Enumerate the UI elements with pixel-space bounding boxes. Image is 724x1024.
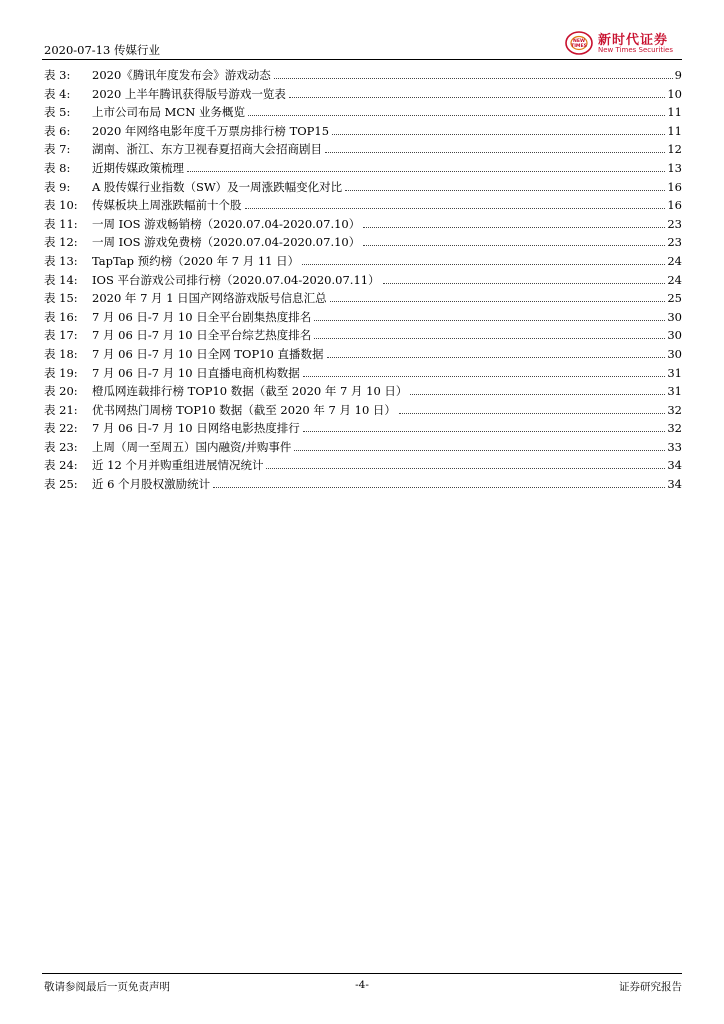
- toc-entry[interactable]: [44, 234, 682, 253]
- toc-entry-page: 34: [667, 477, 682, 492]
- toc-entry[interactable]: [44, 272, 682, 291]
- table-of-tables: [44, 67, 682, 495]
- toc-entry-label: 表 23:: [44, 439, 78, 454]
- toc-entry-label: 表 9:: [44, 179, 71, 194]
- footer-report-type: 证券研究报告: [619, 981, 682, 993]
- toc-entry[interactable]: [44, 197, 682, 216]
- toc-entry-title: A 股传媒行业指数（SW）及一周涨跌幅变化对比: [92, 179, 343, 194]
- toc-entry[interactable]: [44, 216, 682, 235]
- toc-entry-page: 33: [667, 439, 682, 454]
- toc-entry[interactable]: [44, 476, 682, 495]
- toc-entry-label: 表 24:: [44, 458, 78, 473]
- toc-entry-title: 7 月 06 日-7 月 10 日全平台剧集热度排名: [92, 309, 312, 324]
- toc-entry-leader: [303, 431, 666, 432]
- toc-entry-leader: [187, 171, 665, 172]
- toc-entry-page: 9: [674, 68, 682, 82]
- toc-entry-label: 表 13:: [44, 253, 78, 268]
- toc-entry[interactable]: [44, 457, 682, 476]
- toc-entry-label: 表 14:: [44, 272, 78, 287]
- toc-entry-title: 7 月 06 日-7 月 10 日直播电商机构数据: [92, 365, 300, 380]
- toc-entry-leader: [325, 152, 665, 153]
- toc-entry-page: 32: [667, 402, 682, 417]
- toc-entry-title: 2020《腾讯年度发布会》游戏动态: [92, 68, 271, 82]
- toc-entry[interactable]: [44, 67, 682, 86]
- toc-entry-leader: [303, 376, 666, 377]
- toc-entry-page: 32: [667, 421, 682, 436]
- toc-entry-label: 表 21:: [44, 402, 78, 417]
- toc-entry-leader: [330, 301, 666, 302]
- toc-entry-title: 一周 IOS 游戏畅销榜（2020.07.04-2020.07.10）: [92, 216, 361, 231]
- toc-entry-label: 表 20:: [44, 384, 78, 399]
- toc-entry-title: 近 12 个月并购重组进展情况统计: [92, 458, 264, 473]
- svg-text:TIMES: TIMES: [571, 44, 587, 49]
- toc-entry-title: 橙瓜网连载排行榜 TOP10 数据（截至 2020 年 7 月 10 日）: [92, 384, 408, 399]
- toc-entry-page: 16: [667, 179, 682, 194]
- toc-entry-title: 7 月 06 日-7 月 10 日全平台综艺热度排名: [92, 328, 312, 343]
- toc-entry-leader: [289, 97, 665, 98]
- toc-entry-label: 表 10:: [44, 198, 78, 213]
- toc-entry-leader: [294, 450, 665, 451]
- toc-entry[interactable]: [44, 290, 682, 309]
- toc-entry-leader: [399, 413, 665, 414]
- toc-entry-label: 表 18:: [44, 346, 78, 361]
- toc-entry[interactable]: [44, 141, 682, 160]
- toc-entry-page: 13: [667, 160, 682, 175]
- toc-entry[interactable]: [44, 365, 682, 384]
- footer-page-number: -4-: [355, 979, 369, 991]
- toc-entry[interactable]: [44, 402, 682, 421]
- toc-entry-leader: [363, 227, 665, 228]
- toc-entry-label: 表 4:: [44, 86, 71, 101]
- toc-entry-label: 表 11:: [44, 216, 78, 231]
- toc-entry-page: 23: [667, 235, 682, 250]
- toc-entry-title: 2020 年网络电影年度千万票房排行榜 TOP15: [92, 123, 330, 138]
- page-footer: [42, 973, 682, 993]
- toc-entry[interactable]: [44, 104, 682, 123]
- toc-entry-title: 一周 IOS 游戏免费榜（2020.07.04-2020.07.10）: [92, 235, 361, 250]
- toc-entry-title: 7 月 06 日-7 月 10 日网络电影热度排行: [92, 421, 300, 436]
- toc-entry-label: 表 7:: [44, 142, 71, 157]
- toc-entry-leader: [302, 264, 665, 265]
- toc-entry-leader: [266, 468, 665, 469]
- toc-entry-page: 11: [667, 123, 682, 138]
- toc-entry-label: 表 8:: [44, 160, 71, 175]
- toc-entry-page: 31: [667, 365, 682, 380]
- toc-entry-label: 表 5:: [44, 105, 71, 120]
- toc-entry-page: 10: [667, 86, 682, 101]
- toc-entry-title: 上市公司布局 MCN 业务概览: [92, 105, 245, 120]
- toc-entry-leader: [363, 245, 665, 246]
- toc-entry-page: 11: [667, 105, 682, 120]
- toc-entry[interactable]: [44, 327, 682, 346]
- toc-entry[interactable]: [44, 86, 682, 105]
- toc-entry-page: 30: [667, 346, 682, 361]
- logo-chinese-name: 新时代证券: [598, 33, 669, 48]
- toc-entry[interactable]: [44, 383, 682, 402]
- toc-entry-label: 表 12:: [44, 235, 78, 250]
- page-header: [42, 28, 682, 60]
- toc-entry-label: 表 15:: [44, 291, 78, 306]
- toc-entry-page: 31: [667, 384, 682, 399]
- toc-entry-leader: [410, 394, 665, 395]
- toc-entry-page: 30: [667, 309, 682, 324]
- toc-entry-title: 2020 上半年腾讯获得版号游戏一览表: [92, 86, 286, 101]
- toc-entry[interactable]: [44, 439, 682, 458]
- toc-entry-leader: [383, 283, 666, 284]
- toc-entry-page: 25: [667, 291, 682, 306]
- toc-entry-leader: [327, 357, 666, 358]
- toc-entry-label: 表 25:: [44, 477, 78, 492]
- toc-entry-leader: [274, 78, 673, 79]
- toc-entry-leader: [248, 115, 665, 116]
- logo-english-name: New Times Securities: [598, 46, 673, 54]
- toc-entry-leader: [314, 338, 665, 339]
- toc-entry[interactable]: [44, 123, 682, 142]
- toc-entry-title: TapTap 预约榜（2020 年 7 月 11 日）: [92, 253, 300, 268]
- toc-entry-label: 表 3:: [44, 68, 71, 82]
- toc-entry-leader: [213, 487, 665, 488]
- toc-entry-page: 23: [667, 216, 682, 231]
- header-date-section: 2020-07-13 传媒行业: [44, 43, 160, 57]
- toc-entry-page: 24: [667, 272, 682, 287]
- footer-divider: [42, 973, 682, 974]
- toc-entry-title: 优书网热门周榜 TOP10 数据（截至 2020 年 7 月 10 日）: [92, 402, 396, 417]
- toc-entry[interactable]: [44, 160, 682, 179]
- toc-entry-label: 表 16:: [44, 309, 78, 324]
- toc-entry-page: 16: [667, 198, 682, 213]
- svg-text:NEW: NEW: [572, 39, 586, 44]
- header-divider: [42, 59, 682, 60]
- logo-mark-icon: [564, 30, 594, 56]
- toc-entry[interactable]: [44, 346, 682, 365]
- brand-logo: [564, 28, 682, 58]
- toc-entry-title: 2020 年 7 月 1 日国产网络游戏版号信息汇总: [92, 291, 327, 306]
- toc-entry-label: 表 22:: [44, 421, 78, 436]
- toc-entry-page: 30: [667, 328, 682, 343]
- toc-entry-leader: [345, 190, 665, 191]
- toc-entry[interactable]: [44, 309, 682, 328]
- toc-entry-page: 12: [667, 142, 682, 157]
- toc-entry-title: 7 月 06 日-7 月 10 日全网 TOP10 直播数据: [92, 346, 324, 361]
- footer-disclaimer: 敬请参阅最后一页免责声明: [44, 981, 170, 993]
- toc-entry-leader: [332, 134, 665, 135]
- toc-entry-label: 表 17:: [44, 328, 78, 343]
- toc-entry-title: 近期传媒政策梳理: [92, 160, 184, 175]
- toc-entry-label: 表 19:: [44, 365, 78, 380]
- toc-entry-title: 上周（周一至周五）国内融资/并购事件: [92, 439, 292, 454]
- toc-entry-title: 近 6 个月股权激励统计: [92, 477, 211, 492]
- toc-entry-leader: [314, 320, 665, 321]
- toc-entry-page: 34: [667, 458, 682, 473]
- toc-entry-page: 24: [667, 253, 682, 268]
- toc-entry-title: 传媒板块上周涨跌幅前十个股: [92, 198, 242, 213]
- toc-entry-leader: [245, 208, 666, 209]
- toc-entry[interactable]: [44, 420, 682, 439]
- toc-entry[interactable]: [44, 253, 682, 272]
- toc-entry-title: IOS 平台游戏公司排行榜（2020.07.04-2020.07.11）: [92, 272, 380, 287]
- toc-entry[interactable]: [44, 179, 682, 198]
- toc-entry-label: 表 6:: [44, 123, 71, 138]
- toc-entry-title: 湖南、浙江、东方卫视春夏招商大会招商剧目: [92, 142, 322, 157]
